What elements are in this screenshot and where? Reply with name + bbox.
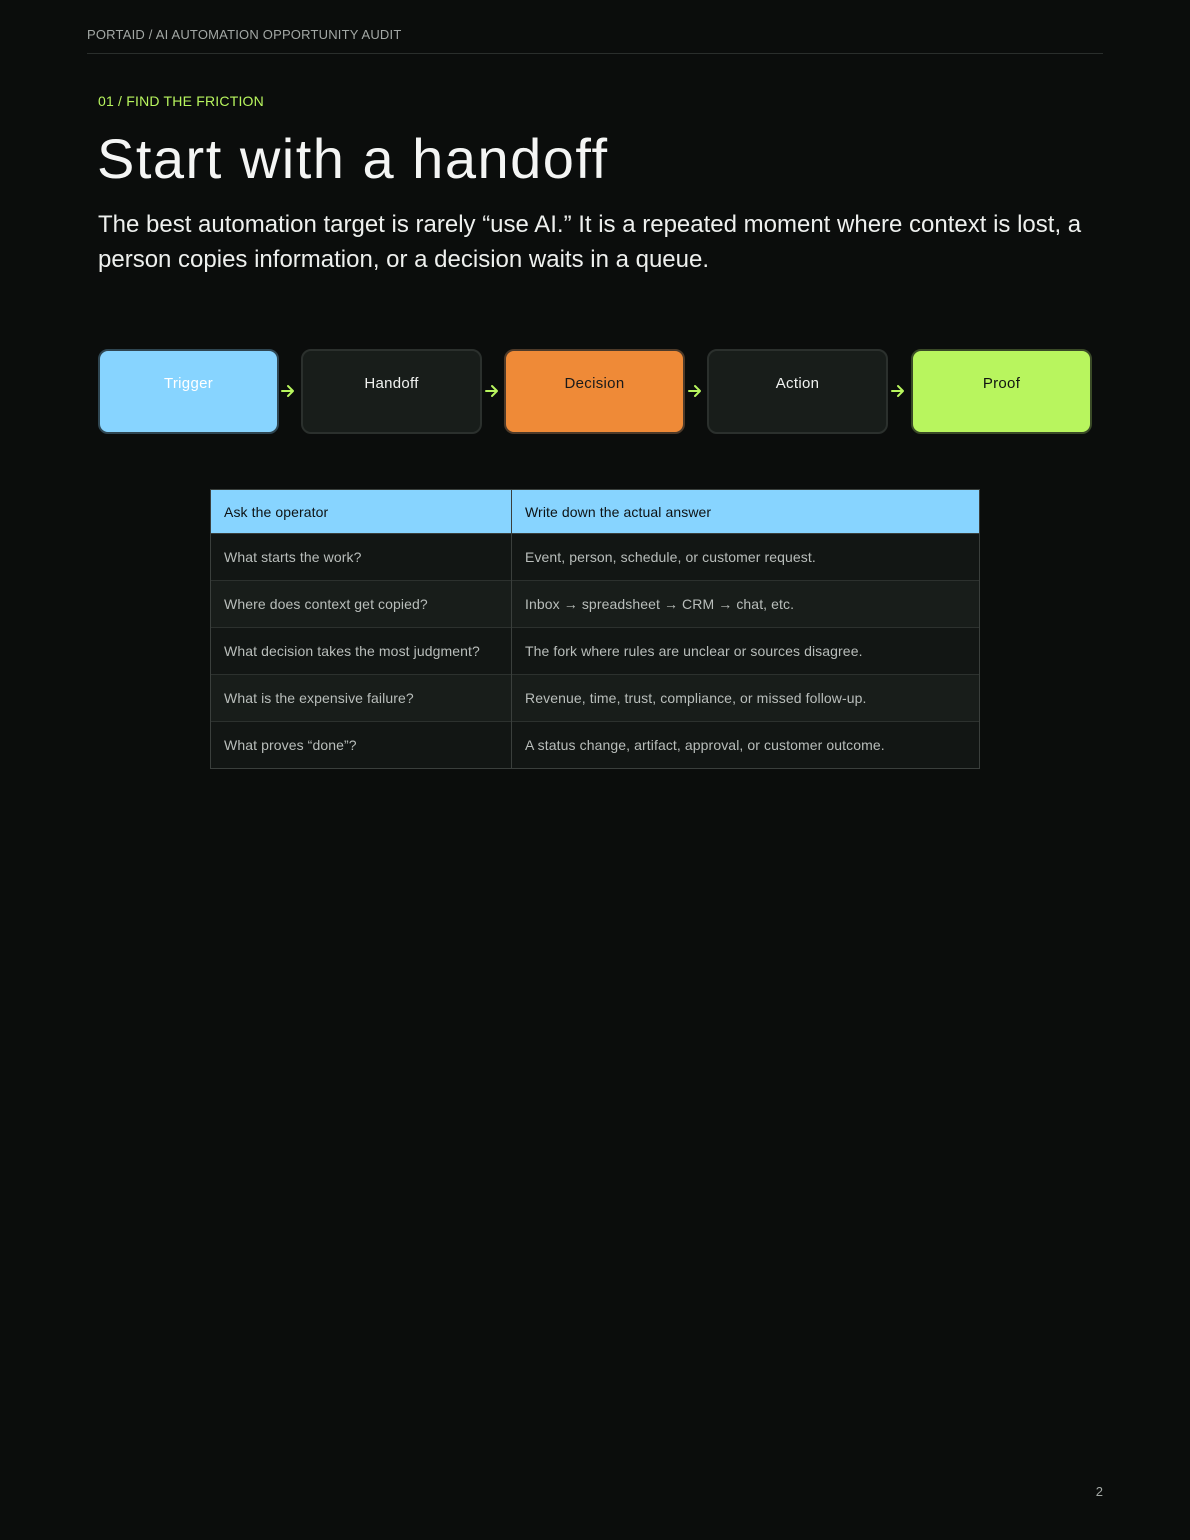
- flow-step-decision: Decision: [504, 349, 685, 434]
- table-row: [211, 675, 980, 722]
- question-cell: What starts the work?: [211, 534, 512, 581]
- arrow-right-icon: [484, 383, 500, 399]
- column-header-answer: Write down the actual answer: [512, 490, 980, 534]
- answer-cell: Inbox → spreadsheet → CRM → chat, etc.: [512, 581, 980, 628]
- arrow-right-icon: [687, 383, 703, 399]
- question-cell: What decision takes the most judgment?: [211, 628, 512, 675]
- table-header-row: [211, 490, 980, 534]
- question-cell: Where does context get copied?: [211, 581, 512, 628]
- header-divider: [87, 53, 1103, 54]
- column-header-question: Ask the operator: [211, 490, 512, 534]
- flow-step-trigger: Trigger: [98, 349, 279, 434]
- table-row: [211, 534, 980, 581]
- table-row: [211, 581, 980, 628]
- answer-cell: A status change, artifact, approval, or customer outcome.: [512, 722, 980, 769]
- table-row: [211, 628, 980, 675]
- flow-step-handoff: Handoff: [301, 349, 482, 434]
- arrow-right-icon: [890, 383, 906, 399]
- lede-paragraph: The best automation target is rarely “use AI.” It is a repeated moment where context is lost, a person copies information, or a decision waits in a queue.: [98, 211, 1082, 273]
- question-cell: What is the expensive failure?: [211, 675, 512, 722]
- operator-questions-table: [210, 489, 980, 769]
- flow-step-proof: Proof: [911, 349, 1092, 434]
- arrow-right-icon: [280, 383, 296, 399]
- flow-step-action: Action: [707, 349, 888, 434]
- section-eyebrow: 01 / FIND THE FRICTION: [98, 93, 264, 109]
- running-header: PORTAID / AI AUTOMATION OPPORTUNITY AUDIT: [87, 27, 402, 42]
- question-cell: What proves “done”?: [211, 722, 512, 769]
- table-row: [211, 722, 980, 769]
- page-number: 2: [1095, 1484, 1103, 1499]
- answer-cell: Revenue, time, trust, compliance, or missed follow-up.: [512, 675, 980, 722]
- answer-cell: Event, person, schedule, or customer request.: [512, 534, 980, 581]
- process-flow: [98, 349, 1093, 434]
- answer-cell: The fork where rules are unclear or sources disagree.: [512, 628, 980, 675]
- page-title: Start with a handoff: [97, 127, 609, 190]
